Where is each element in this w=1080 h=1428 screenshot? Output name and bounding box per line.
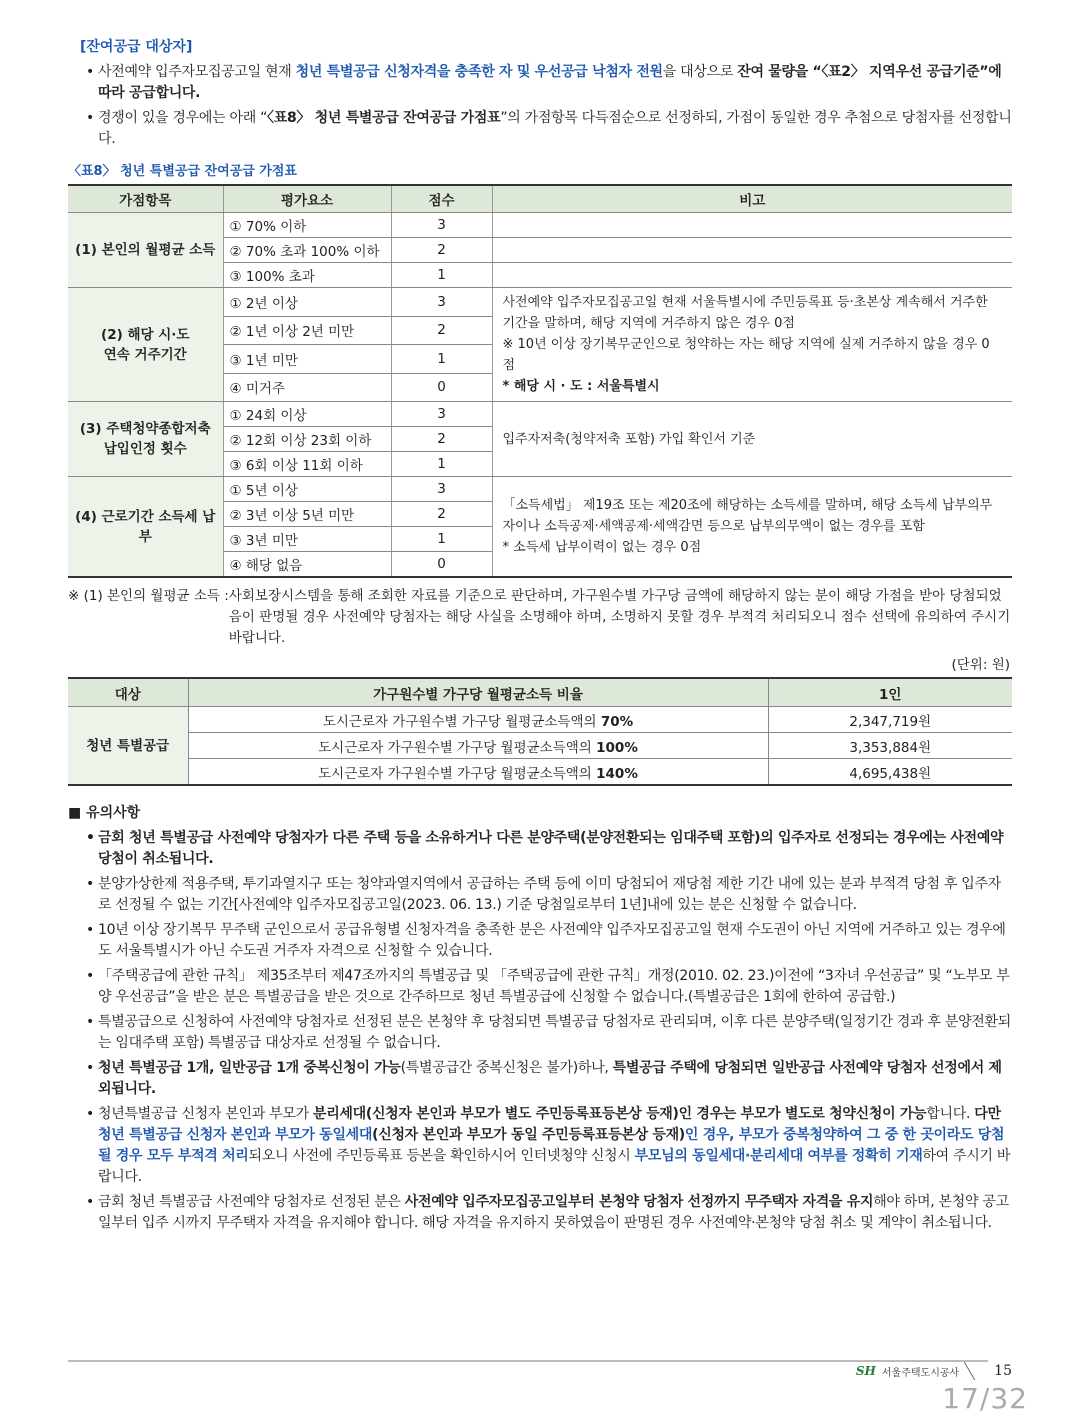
note-cell xyxy=(492,213,1012,238)
amount-cell: 2,347,719원 xyxy=(768,707,1012,733)
category-cell xyxy=(68,402,223,477)
table-row xyxy=(68,288,1012,317)
text: (특별공급간 중복신청은 불가)하나, xyxy=(400,1060,613,1076)
category-cell: (1) 본인의 월평균 소득 xyxy=(68,213,223,288)
score-cell: 3 xyxy=(391,402,492,427)
category-cell: (4) 근로기간 소득세 납부 xyxy=(68,477,223,578)
table-row xyxy=(68,477,1012,502)
header-cell: 비고 xyxy=(492,185,1012,213)
criteria-cell: ② 70% 초과 100% 이하 xyxy=(223,238,391,263)
score-cell: 1 xyxy=(391,263,492,288)
notes-list xyxy=(68,828,1012,1234)
divider-icon xyxy=(964,1362,989,1380)
note-item: • 특별공급으로 신청하여 사전예약 당첨자로 선정된 분은 본청약 후 당첨되면 특별공급 당첨자로 관리되며, 이후 다른 분양주택(일정기간 경과 후 분양전환되는 임대주택 포함) 특별공급 대상자로 선정될 수 없습니다. xyxy=(86,1012,1012,1054)
document-page xyxy=(68,30,1012,1238)
note-item: • 분양가상한제 적용주택, 투기과열지구 또는 청약과열지역에서 공급하는 주택 등에 이미 당첨되어 재당첨 제한 기간 내에 있는 분과 부적격 당첨 후 입주자로 선정될 수 없는 기간[사전예약 입주자모집공고일(2023. 06. 13.) 기준 당첨일로부터 1년]내에 있는 분은 신청할 수 없습니다. xyxy=(86,874,1012,916)
note-item: • 10년 이상 장기복무 무주택 군인으로서 공급유형별 신청자격을 충족한 분은 사전예약 입주자모집공고일 현재 수도권이 아닌 지역에 거주하고 있는 경우에도 서울특별시가 아닌 수도권 거주자 자격으로 신청할 수 있습니다. xyxy=(86,920,1012,962)
ratio-text: 도시근로자 가구원수별 가구당 월평균소득액의 xyxy=(318,765,597,782)
text-bold: 〈표8〉 청년 특별공급 잔여공급 가점표 xyxy=(267,110,501,126)
target-cell: 청년 특별공급 xyxy=(68,707,188,786)
ratio-text: 도시근로자 가구원수별 가구당 월평균소득액의 xyxy=(318,739,597,756)
score-cell: 2 xyxy=(391,502,492,527)
table-row xyxy=(68,707,1012,733)
criteria-cell: ① 5년 이상 xyxy=(223,477,391,502)
criteria-cell: ② 12회 이상 23회 이하 xyxy=(223,427,391,452)
note-text: * 해당 시 · 도 : 서울특별시 xyxy=(502,379,660,394)
header-cell: 1인 xyxy=(768,678,1012,707)
text: 청년특별공급 신청자 본인과 부모가 xyxy=(98,1106,313,1122)
note-text: 「소득세법」 제19조 또는 제20조에 해당하는 소득세를 말하며, 해당 소득세 납부의무자이나 소득공제·세액공제·세액감면 등으로 납부의무액이 없는 경우를 포함 xyxy=(502,498,993,534)
text-bold: 다만 xyxy=(974,1106,1001,1122)
note-cell: 입주자저축(청약저축 포함) 가입 확인서 기준 xyxy=(492,402,1012,477)
text-bold: 사전예약 입주자모집공고일부터 본청약 당첨자 선정까지 무주택자 자격을 유지 xyxy=(404,1194,874,1210)
text-bold: 특별공급 주택에 당첨되면 일반공급 사전예약 당첨자 선정에서 제외됩니다. xyxy=(98,1060,1002,1097)
income-table xyxy=(68,677,1012,786)
note-item xyxy=(86,1192,1012,1234)
score-cell: 3 xyxy=(391,477,492,502)
criteria-cell: ③ 6회 이상 11회 이하 xyxy=(223,452,391,477)
criteria-cell: ① 24회 이상 xyxy=(223,402,391,427)
text: 사전예약 입주자모집공고일 현재 xyxy=(98,64,296,80)
criteria-cell: ① 2년 이상 xyxy=(223,288,391,317)
intro-bullet-1 xyxy=(86,62,1012,104)
category-line: (3) 주택청약종합저축 xyxy=(79,421,211,437)
score-cell: 2 xyxy=(391,238,492,263)
table-row xyxy=(68,733,1012,759)
table-row xyxy=(68,759,1012,786)
org-name: 서울주택도시공사 xyxy=(881,1367,960,1379)
criteria-cell: ④ 해당 없음 xyxy=(223,552,391,578)
criteria-cell: ③ 100% 초과 xyxy=(223,263,391,288)
score-cell: 0 xyxy=(391,373,492,402)
table1-caption: 〈표8〉 청년 특별공급 잔여공급 가점표 xyxy=(68,164,297,179)
score-cell: 0 xyxy=(391,552,492,578)
footnote-key: ※ (1) 본인의 월평균 소득 : xyxy=(68,588,229,604)
ratio-pct: 140% xyxy=(596,765,638,782)
text: 합니다. xyxy=(926,1106,975,1122)
text-bold: 분리세대(신청자 본인과 부모가 별도 주민등록표등본상 등재)인 경우는 부모가 별도로 청약신청이 가능 xyxy=(312,1106,927,1122)
page-number: 15 xyxy=(994,1363,1012,1379)
text: 되오니 사전에 주민등록표 등본을 확인하시어 인터넷청약 신청시 xyxy=(248,1148,635,1164)
unit-label: (단위: 원) xyxy=(951,657,1010,673)
header-cell: 대상 xyxy=(68,678,188,707)
text-highlight: 인 경우, 부모가 중복청약하여 그 중 한 곳이라도 당첨될 경우 모두 부적격 처리 xyxy=(98,1127,1005,1164)
ratio-pct: 100% xyxy=(596,739,638,756)
text: 경쟁이 있을 경우에는 아래 “ xyxy=(98,110,268,126)
score-cell: 1 xyxy=(391,345,492,374)
header-cell: 가구원수별 가구당 월평균소득 비율 xyxy=(188,678,768,707)
note-cell xyxy=(492,288,1012,402)
text: 하여 주시기 바랍니다. xyxy=(98,1148,1011,1185)
text: ”의 가점항목 다득점순으로 선정하되, 가점이 동일한 경우 추첨으로 당첨자를 선정합니다. xyxy=(98,110,1012,147)
criteria-cell: ③ 1년 미만 xyxy=(223,345,391,374)
text-highlight: 청년 특별공급 신청자격을 충족한 자 및 우선공급 낙첨자 전원 xyxy=(295,64,663,80)
text: 금회 청년 특별공급 사전예약 당첨자로 선정된 분은 xyxy=(98,1194,405,1210)
income-footnote xyxy=(68,586,1012,649)
note-cell xyxy=(492,263,1012,288)
criteria-cell: ② 1년 이상 2년 미만 xyxy=(223,316,391,345)
intro-bullet-2 xyxy=(86,108,1012,150)
ratio-cell xyxy=(188,733,768,759)
header-cell: 평가요소 xyxy=(223,185,391,213)
sh-logo-icon: SH xyxy=(855,1364,876,1378)
criteria-cell: ④ 미거주 xyxy=(223,373,391,402)
category-cell xyxy=(68,288,223,402)
score-table xyxy=(68,184,1012,578)
amount-cell: 3,353,884원 xyxy=(768,733,1012,759)
note-text: * 소득세 납부이력이 없는 경우 0점 xyxy=(502,540,702,555)
text-bold: 청년 특별공급 1개, 일반공급 1개 중복신청이 가능 xyxy=(98,1060,401,1076)
ratio-text: 도시근로자 가구원수별 가구당 월평균소득액의 xyxy=(322,713,601,730)
note-text: ※ 10년 이상 장기복무군인으로 청약하는 자는 해당 지역에 실제 거주하지 않을 경우 0점 xyxy=(502,337,990,373)
header-cell: 점수 xyxy=(391,185,492,213)
criteria-cell: ③ 3년 미만 xyxy=(223,527,391,552)
score-cell: 2 xyxy=(391,316,492,345)
pdf-page-indicator: 17/32 xyxy=(942,1382,1028,1415)
ratio-pct: 70% xyxy=(600,713,634,730)
section-title: [잔여공급 대상자] xyxy=(80,39,193,55)
note-cell xyxy=(492,477,1012,578)
footnote-text: 사회보장시스템을 통해 조회한 자료를 기준으로 판단하며, 가구원수별 가구당 금액에 해당하지 않는 분이 해당 가점을 받아 당첨되었음이 판명될 경우 사전예약 당첨자는 해당 사실을 소명해야 하며, 소명하지 못할 경우 부적격 처리되오니 점수 선택에 유의하여 주시기 바랍니다. xyxy=(228,588,1011,646)
score-cell: 2 xyxy=(391,427,492,452)
score-cell: 1 xyxy=(391,452,492,477)
score-cell: 3 xyxy=(391,213,492,238)
page-footer xyxy=(856,1362,1012,1380)
score-cell: 1 xyxy=(391,527,492,552)
table-row xyxy=(68,402,1012,427)
category-line: (2) 해당 시·도 xyxy=(101,326,190,343)
ratio-cell xyxy=(188,759,768,786)
note-cell xyxy=(492,238,1012,263)
text: 해야 하며, 본청약 공고일부터 입주 시까지 무주택자 자격을 유지해야 합니다. 해당 자격을 유지하지 못하였음이 판명된 경우 사전예약·본청약 당첨 취소 및 계약이 취소됩니다. xyxy=(98,1194,1009,1231)
footer-divider xyxy=(68,1360,988,1362)
criteria-cell: ② 3년 이상 5년 미만 xyxy=(223,502,391,527)
note-item xyxy=(86,1104,1012,1188)
note-item: • 금회 청년 특별공급 사전예약 당첨자가 다른 주택 등을 소유하거나 다른 분양주택(분양전환되는 임대주택 포함)의 입주자로 선정되는 경우에는 사전예약 당첨이 취소됩니다. xyxy=(86,828,1012,870)
table-header-row xyxy=(68,678,1012,707)
category-line: 연속 거주기간 xyxy=(103,346,187,363)
text-highlight: 청년 특별공급 신청자 본인과 부모가 동일세대 xyxy=(98,1127,373,1143)
note-text: 사전예약 입주자모집공고일 현재 서울특별시에 주민등록표 등·초본상 계속해서 거주한 기간을 말하며, 해당 지역에 거주하지 않은 경우 0점 xyxy=(502,295,988,331)
table-header-row xyxy=(68,185,1012,213)
note-item: • 「주택공급에 관한 규칙」 제35조부터 제47조까지의 특별공급 및 「주택공급에 관한 규칙」개정(2010. 02. 23.)이전에 “3자녀 우선공급” 및 “노부모 부양 우선공급”을 받은 분은 특별공급을 받은 것으로 간주하므로 청년 특별공급에 신청할 수 없습니다.(특별공급은 1회에 한하여 공급함.) xyxy=(86,966,1012,1008)
notes-title: ■ 유의사항 xyxy=(68,805,141,821)
text: 을 대상으로 xyxy=(662,64,738,80)
ratio-cell xyxy=(188,707,768,733)
header-cell: 가점항목 xyxy=(68,185,223,213)
text-bold: (신청자 본인과 부모가 동일 주민등록표등본상 등재) xyxy=(372,1127,685,1143)
score-cell: 3 xyxy=(391,288,492,317)
note-item xyxy=(86,1058,1012,1100)
text-highlight: 부모님의 동일세대·분리세대 여부를 정확히 기재 xyxy=(634,1148,923,1164)
amount-cell: 4,695,438원 xyxy=(768,759,1012,786)
table-row xyxy=(68,213,1012,238)
criteria-cell: ① 70% 이하 xyxy=(223,213,391,238)
intro-list xyxy=(68,62,1012,150)
category-line: 납입인정 횟수 xyxy=(103,441,187,457)
text-bold: 잔여 물량을 “〈표2〉 지역우선 공급기준”에 따라 공급합니다. xyxy=(98,64,1002,101)
